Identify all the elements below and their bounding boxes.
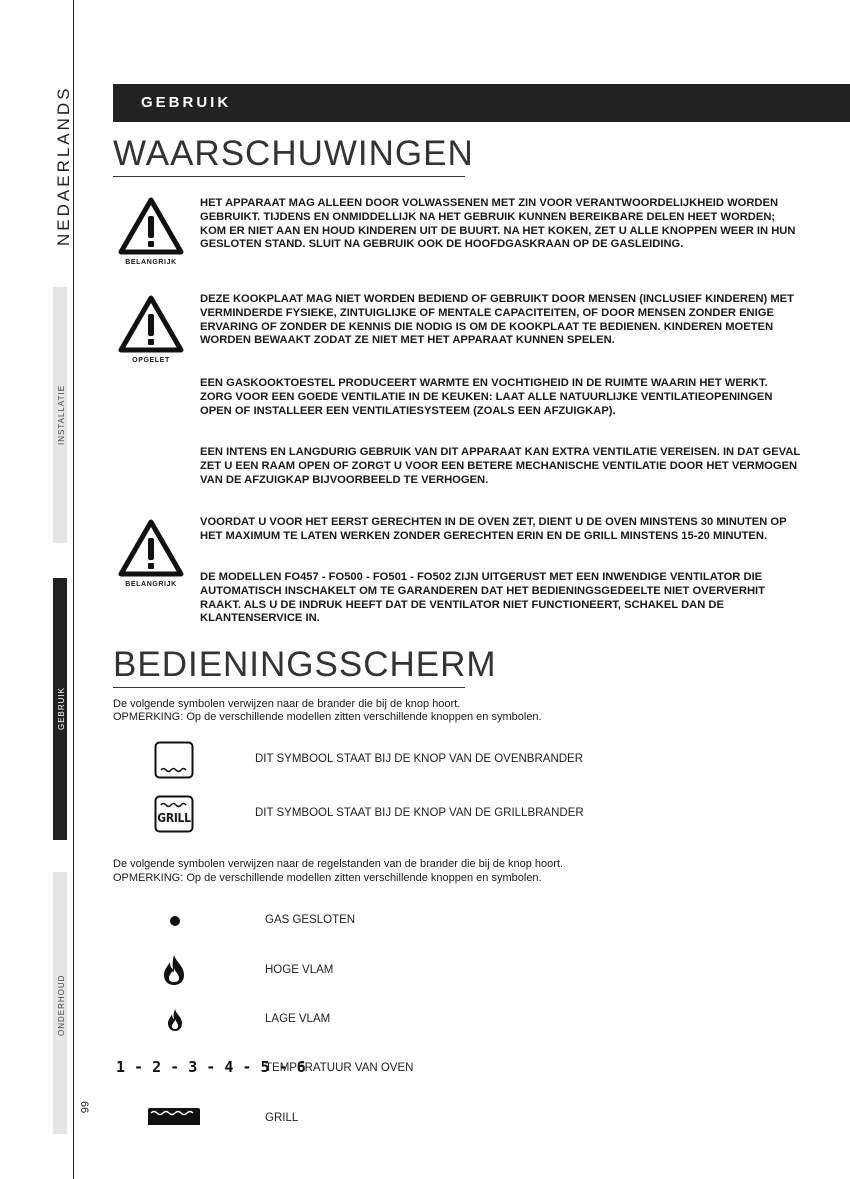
temperature-sequence: 1 - 2 - 3 - 4 - 5 - 6 — [116, 1058, 306, 1076]
intro-line: De volgende symbolen verwijzen naar de brander die bij de knop hoort. — [113, 698, 461, 710]
side-tab-onderhoud-label: ONDERHOUD — [57, 974, 66, 1036]
intro-line: De volgende symbolen verwijzen naar de regelstanden van de brander die bij de knop hoort. — [113, 858, 564, 870]
section-banner-label: GEBRUIK — [141, 94, 232, 111]
oven-burner-text: DIT SYMBOOL STAAT BIJ DE KNOP VAN DE OVENBRANDER — [255, 753, 584, 765]
side-tab-gebruik-label: GEBRUIK — [57, 686, 66, 730]
warning-paragraph: DEZE KOOKPLAAT MAG NIET WORDEN BEDIEND OF GEBRUIKT DOOR MENSEN (INCLUSIEF KINDEREN) MET VERMINDERDE FYSIEKE, ZINTUIGLIJKE OF MENTALE CAPACITEITEN, OF DOOR MENSEN ZONDER ENIGE ERVARING OF ZONDER DE KENNIS DIE NODIG IS OM DE KOOKPLAAT TE BEDIENEN. KINDEREN MOETEN WORDEN BEWAAKT ZODAT ZE NIET MET HET APPARAAT KUNNEN SPELEN. — [200, 293, 794, 347]
warnings-title-underline — [113, 176, 465, 177]
intro-line: OPMERKING: Op de verschillende modellen zitten verschillende knoppen en symbolen. — [113, 872, 542, 884]
grill-icon — [146, 1107, 202, 1127]
warnings-title: WAARSCHUWINGEN — [113, 134, 474, 173]
warning-triangle-icon — [117, 196, 185, 256]
high-flame-text: HOGE VLAM — [265, 964, 334, 976]
section-banner — [113, 84, 850, 122]
intro-line: OPMERKING: Op de verschillende modellen zitten verschillende knoppen en symbolen. — [113, 711, 542, 723]
page-number: 66 — [78, 1101, 90, 1114]
warning-paragraph: EEN GASKOOKTOESTEL PRODUCEERT WARMTE EN VOCHTIGHEID IN DE RUIMTE WAARIN HET WERKT. ZORG VOOR EEN GOEDE VENTILATIE IN DE KEUKEN: LAAT ALLE NATUURLIJKE VENTILATIEOPENINGEN OPEN OF INSTALLEER EEN VENTILATIESYSTEEM (ZOALS EEN AFZUIGKAP). — [200, 377, 773, 417]
warning-badge-label: OPGELET — [132, 357, 170, 364]
control-title: BEDIENINGSSCHERM — [113, 645, 497, 684]
warning-badge-2 — [116, 294, 186, 364]
warning-badge-label: BELANGRIJK — [125, 259, 177, 266]
gas-closed-text: GAS GESLOTEN — [265, 914, 356, 926]
grill-burner-icon-label: GRILL — [157, 811, 191, 825]
grill-burner-text: DIT SYMBOOL STAAT BIJ DE KNOP VAN DE GRILLBRANDER — [255, 807, 584, 819]
language-label: NEDAERLANDS — [54, 85, 73, 246]
grill-text: GRILL — [265, 1112, 299, 1124]
closed-dot-icon — [169, 915, 181, 927]
warning-badge-1 — [116, 196, 186, 266]
oven-burner-icon — [154, 741, 194, 779]
warning-triangle-icon — [117, 294, 185, 354]
warning-paragraph: HET APPARAAT MAG ALLEEN DOOR VOLWASSENEN MET ZIN VOOR VERANTWOORDELIJKHEID WORDEN GEBRUIKT. TIJDENS EN ONMIDDELLIJK NA HET GEBRUIK KUNNEN BEREIKBARE DELEN HEET WORDEN; KOM ER NIET AAN EN HOUD KINDEREN UIT DE BUURT. NA HET KOKEN, ZET U ALLE KNOPPEN WEER IN HUN GESLOTEN STAND. SLUIT NA GEBRUIK OOK DE HOOFDGASKRAAN OP DE GASLEIDING. — [200, 197, 796, 251]
warning-triangle-icon — [117, 518, 185, 578]
warning-paragraph: EEN INTENS EN LANGDURIG GEBRUIK VAN DIT APPARAAT KAN EXTRA VENTILATIE VEREISEN. IN DAT GEVAL ZET U EEN RAAM OPEN OF ZORGT U VOOR EEN BETERE MECHANISCHE VENTILATIE DOOR HET VERMOGEN VAN DE AFZUIGKAP BIJVOORBEELD TE VERHOGEN. — [200, 446, 801, 486]
warning-badge-label: BELANGRIJK — [125, 581, 177, 588]
control-title-underline — [113, 687, 465, 688]
warning-paragraph: DE MODELLEN FO457 - FO500 - FO501 - FO502 ZIJN UITGERUST MET EEN INWENDIGE VENTILATOR DIE AUTOMATISCH INSCHAKELT OM TE GARANDEREN DAT HET BEDIENINGSGEDEELTE NIET OVERVERHIT RAAKT. ALS U DE INDRUK HEEFT DAT DE VENTILATOR NIET FUNCTIONEERT, SCHAKEL DAN DE KLANTENSERVICE IN. — [200, 571, 765, 625]
low-flame-text: LAGE VLAM — [265, 1013, 331, 1025]
oven-temperature-text: TEMPERATUUR VAN OVEN — [265, 1062, 414, 1074]
warning-badge-3 — [116, 518, 186, 588]
warning-paragraph: VOORDAT U VOOR HET EERST GERECHTEN IN DE OVEN ZET, DIENT U DE OVEN MINSTENS 30 MINUTEN OP HET MAXIMUM TE LATEN WERKEN ZONDER GERECHTEN ERIN EN DE GRILL MINSTENS 15-20 MINUTEN. — [200, 516, 787, 542]
low-flame-icon — [166, 1008, 184, 1032]
side-tab-installatie-label: INSTALLATIE — [57, 384, 66, 445]
high-flame-icon — [162, 953, 186, 987]
